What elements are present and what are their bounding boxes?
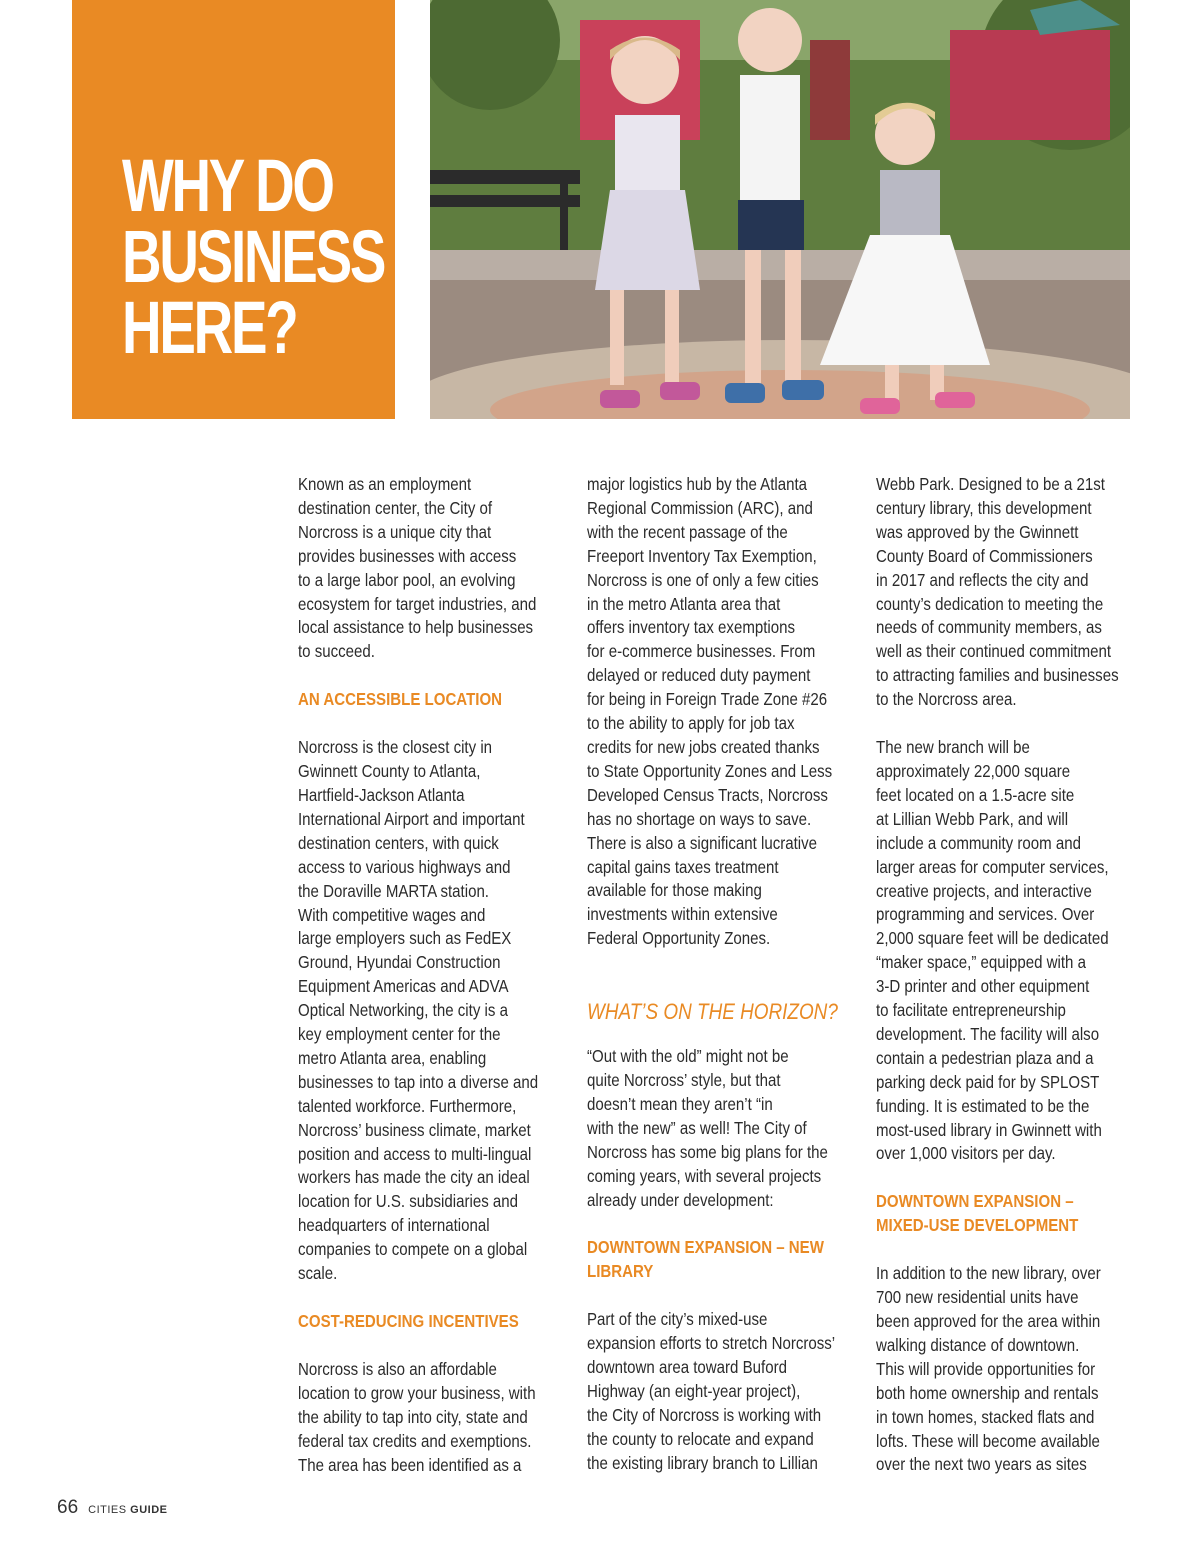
hero-photo [430,0,1130,419]
body-line: was approved by the Gwinnett [876,521,1079,542]
section-heading-accessible-location: AN ACCESSIBLE LOCATION [298,689,503,710]
section-heading-mixed-use: MIXED-USE DEVELOPMENT [876,1215,1079,1236]
body-line: Norcross has some big plans for the [587,1141,828,1162]
body-line: in town homes, stacked flats and [876,1406,1095,1427]
intro-line: ecosystem for target industries, and [298,593,537,614]
body-line: investments within extensive [587,904,778,925]
body-line: Norcross’ business climate, market [298,1119,531,1140]
publication-name [88,1504,167,1516]
body-line: Equipment Americas and ADVA [298,976,509,997]
body-line: position and access to multi-lingual [298,1143,532,1164]
body-line: Norcross is one of only a few cities [587,569,819,590]
body-line: Ground, Hyundai Construction [298,952,501,973]
body-line: metro Atlanta area, enabling [298,1047,487,1068]
body-line: destination centers, with quick [298,832,499,853]
body-line: “Out with the old” might not be [587,1046,789,1067]
body-line: funding. It is estimated to be the [876,1095,1090,1116]
text-column-3 [876,473,1141,1477]
body-line: Hartfield-Jackson Atlanta [298,784,465,805]
body-line: in 2017 and reflects the city and [876,569,1089,590]
body-line: Gwinnett County to Atlanta, [298,761,481,782]
body-line: talented workforce. Furthermore, [298,1095,517,1116]
body-line: the City of Norcross is working with [587,1404,822,1425]
body-line: businesses to tap into a diverse and [298,1071,539,1092]
text-column-1 [298,473,563,1477]
body-line: The area has been identified as a [298,1454,522,1475]
publication-name-bold: GUIDE [130,1504,168,1516]
body-line: lofts. These will become available [876,1430,1100,1451]
body-line: the county to relocate and expand [587,1428,814,1449]
body-line: feet located on a 1.5-acre site [876,784,1075,805]
body-line: “maker space,” equipped with a [876,952,1086,973]
body-line: in the metro Atlanta area that [587,593,781,614]
body-line: creative projects, and interactive [876,880,1092,901]
body-line: to the Norcross area. [876,689,1017,710]
intro-line: Norcross is a unique city that [298,521,492,542]
body-line: century library, this development [876,497,1092,518]
body-line: 2,000 square feet will be dedicated [876,928,1109,949]
body-line: both home ownership and rentals [876,1382,1099,1403]
body-line: the Doraville MARTA station. [298,880,490,901]
body-line: county’s dedication to meeting the [876,593,1104,614]
page-footer [57,1497,168,1523]
body-line: to the ability to apply for job tax [587,713,795,734]
publication-name-light: CITIES [88,1504,131,1516]
body-line: with the new” as well! The City of [587,1117,807,1138]
body-line: companies to compete on a global [298,1239,528,1260]
body-line: International Airport and important [298,808,525,829]
photo-children-playground-icon [430,0,1130,419]
body-line: Norcross is also an affordable [298,1358,497,1379]
intro-line: local assistance to help businesses [298,617,534,638]
body-line: key employment center for the [298,1024,501,1045]
body-line: contain a pedestrian plaza and a [876,1047,1094,1068]
body-line: There is also a significant lucrative [587,832,818,853]
body-line: for e-commerce businesses. From [587,641,816,662]
body-line: headquarters of international [298,1215,490,1236]
body-line: delayed or reduced duty payment [587,665,811,686]
body-line: 700 new residential units have [876,1287,1079,1308]
body-line: the existing library branch to Lillian [587,1452,818,1473]
body-line: access to various highways and [298,856,511,877]
body-line: to facilitate entrepreneurship [876,1000,1066,1021]
body-line: offers inventory tax exemptions [587,617,796,638]
body-line: Optical Networking, the city is a [298,1000,508,1021]
body-line: Webb Park. Designed to be a 21st [876,474,1105,494]
body-line: to attracting families and businesses [876,665,1119,686]
body-line: Norcross is the closest city in [298,737,493,758]
body-line: federal tax credits and exemptions. [298,1430,532,1451]
body-line: development. The facility will also [876,1023,1100,1044]
title-line-1: WHY DO [122,144,333,227]
body-line: larger areas for computer services, [876,856,1109,877]
section-heading-cost-reducing: COST-REDUCING INCENTIVES [298,1311,519,1331]
body-line: The new branch will be [876,737,1030,758]
body-line: over 1,000 visitors per day. [876,1143,1056,1164]
body-line: expansion efforts to stretch Norcross’ [587,1333,836,1354]
body-line: needs of community members, as [876,617,1102,638]
body-line: the ability to tap into city, state and [298,1406,528,1427]
title-line-2: BUSINESS [122,215,385,298]
body-line: already under development: [587,1189,774,1210]
intro-line: to a large labor pool, an evolving [298,569,516,590]
title-block [72,0,395,419]
body-line: available for those making [587,880,762,901]
page-title [122,144,385,369]
intro-line: provides businesses with access [298,545,517,566]
body-line: at Lillian Webb Park, and will [876,808,1069,829]
body-line: With competitive wages and [298,904,486,925]
section-heading-new-library: DOWNTOWN EXPANSION – NEW [587,1237,824,1258]
body-line: Highway (an eight-year project), [587,1381,801,1401]
body-line: for being in Foreign Trade Zone #26 [587,689,828,710]
body-line: with the recent passage of the [587,521,788,542]
page-number: 66 [57,1497,79,1518]
body-line: This will provide opportunities for [876,1358,1096,1379]
text-column-2 [587,473,852,1476]
section-heading-new-library: LIBRARY [587,1261,654,1282]
body-line: downtown area toward Buford [587,1357,787,1378]
section-heading-horizon: WHAT’S ON THE HORIZON? [587,999,838,1025]
body-line: In addition to the new library, over [876,1263,1101,1284]
body-line: location for U.S. subsidiaries and [298,1191,519,1212]
body-line: most-used library in Gwinnett with [876,1119,1102,1140]
body-line: well as their continued commitment [876,641,1112,662]
body-line: Freeport Inventory Tax Exemption, [587,545,817,566]
body-line: quite Norcross’ style, but that [587,1070,781,1091]
body-line: 3-D printer and other equipment [876,976,1090,997]
body-line: Developed Census Tracts, Norcross [587,784,828,805]
body-line: parking deck paid for by SPLOST [876,1071,1100,1092]
body-line: location to grow your business, with [298,1382,536,1403]
title-line-3: HERE? [122,286,297,369]
body-line: include a community room and [876,832,1081,853]
body-line: credits for new jobs created thanks [587,736,820,757]
body-line: scale. [298,1263,338,1284]
body-line: workers has made the city an ideal [298,1167,530,1188]
body-line: approximately 22,000 square [876,760,1071,781]
intro-line: to succeed. [298,641,375,662]
intro-line: Known as an employment [298,474,472,494]
section-heading-mixed-use: DOWNTOWN EXPANSION – [876,1191,1074,1212]
body-line: programming and services. Over [876,904,1095,925]
body-line: over the next two years as sites [876,1454,1087,1475]
body-line: Regional Commission (ARC), and [587,497,813,518]
body-line: County Board of Commissioners [876,545,1093,566]
body-line: walking distance of downtown. [876,1334,1080,1355]
body-line: large employers such as FedEX [298,928,512,949]
intro-line: destination center, the City of [298,497,493,518]
body-line: Part of the city’s mixed-use [587,1309,768,1330]
body-line: capital gains taxes treatment [587,856,779,877]
body-line: has no shortage on ways to save. [587,808,812,829]
body-line: coming years, with several projects [587,1165,822,1186]
body-line: to State Opportunity Zones and Less [587,760,833,781]
body-line: been approved for the area within [876,1311,1101,1331]
body-line: doesn’t mean they aren’t “in [587,1093,773,1114]
body-line: major logistics hub by the Atlanta [587,474,808,494]
body-line: Federal Opportunity Zones. [587,928,771,949]
